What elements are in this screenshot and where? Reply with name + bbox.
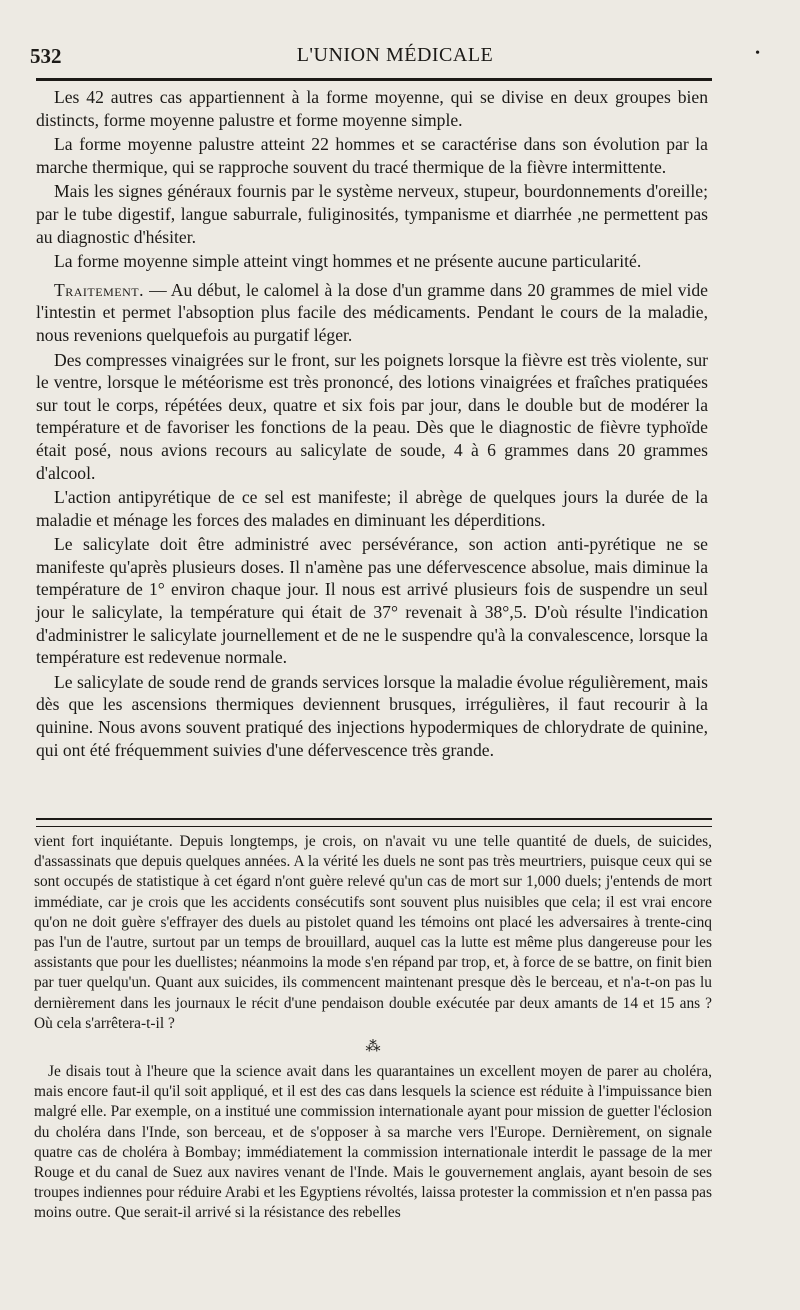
paragraph: La forme moyenne palustre atteint 22 hommes et se caractérise dans son évolution par la marche thermique, qui se rapproche souvent du tracé thermique de la fièvre intermittente. [36,134,708,177]
asterism: ⁂ [365,1039,381,1056]
traitement-paragraph [36,279,708,347]
traitement-text: — Au début, le calomel à la dose d'un gramme dans 20 grammes de miel vide l'intestin et permet l'absoption plus facile des médicaments. Pendant le cours de la maladie, nous revenions quelquefois au purgatif léger. [36,279,708,345]
paragraph: Le salicylate doit être administré avec persévérance, son action anti-pyrétique ne se manifeste qu'après plusieurs doses. Il n'amène pas une défervescence absolue, mais diminue la température de 1° environ chaque jour. Il nous est arrivé plusieurs fois de suspendre un seul jour le salicylate, la température qui était de 37° revenait à 38°,5. D'où résulte l'indication d'administrer le salicylate journellement et de ne le suspendre qu'à la convalescence, lorsque la température est redevenue normale. [36,534,708,668]
paragraph: Des compresses vinaigrées sur le front, sur les poignets lorsque la fièvre est très violente, sur le ventre, lorsque le météorisme est très prononcé, des lotions vinaigrées et fraîches pratiquées sur tout le corps, répétées deux, quatre et six fois par jour, dans le double but de modérer la température et de favoriser les fonctions de la peau. Dès que le diagnostic de fièvre typhoïde était posé, nous avions recours au salicylate de soude, 4 à 6 grammes dans 20 grammes d'alcool. [36,349,708,483]
paragraph: Les 42 autres cas appartiennent à la forme moyenne, qui se divise en deux groupes bien distincts, forme moyenne palustre et forme moyenne simple. [36,87,708,130]
header-dot-mark: • [755,46,760,61]
main-article [36,86,708,763]
paragraph: Le salicylate de soude rend de grands services lorsque la maladie évolue régulièrement, mais dès que les ascensions thermiques deviennent brusques, irrégulières, il faut recourir à la quinine. Nous avons souvent pratiqué des injections hypodermiques de chlorydrate de quinine, qui ont été fréquemment suivies d'une défervescence très grande. [36,671,708,760]
running-title: L'UNION MÉDICALE [296,44,494,66]
paragraph: Mais les signes généraux fournis par le système nerveux, stupeur, bourdonnements d'oreille; par le tube digestif, langue saburrale, fuliginosités, tympanisme et diarrhée ,ne permettent pas au diagnostic d'hésiter. [36,181,708,247]
feuilleton-divider [36,818,712,827]
paragraph: L'action antipyrétique de ce sel est manifeste; il abrège de quelques jours la durée de la maladie et ménage les forces des malades en diminuant les déperditions. [36,487,708,530]
paragraph: La forme moyenne simple atteint vingt hommes et ne présente aucune particularité. [54,251,642,272]
page-number: 532 [30,44,62,68]
feuilleton-paragraph: Je disais tout à l'heure que la science avait dans les quarantaines un excellent moyen de parer au choléra, mais encore faut-il qu'il soit appliqué, et il est des cas dans lesquels la science est réduite à l'impuissance bien malgré elle. Par exemple, on a institué une commission internationale ayant pour mission de guetter l'éclosion du choléra dans l'Inde, son berceau, et de s'opposer à sa marche vers l'Europe. Dernièrement, on signale quatre cas de choléra à Bombay; immédiatement la commission internationale interdit le passage de la mer Rouge et du canal de Suez aux navires venant de l'Inde. Mais le gouvernement anglais, ayant besoin de ses troupes indiennes pour réduire Arabi et les Egyptiens révoltés, laissa protester la commission et n'en passa pas moins outre. Que serait-il arrivé si la résistance des rebelles [34,1063,712,1222]
header-rule [36,78,712,81]
page-header [30,44,760,74]
traitement-heading: Traitement. [54,279,144,300]
feuilleton-paragraph: vient fort inquiétante. Depuis longtemps, je crois, on n'avait vu une telle quantité de duels, de suicides, d'assassinats que depuis quelques années. A la vérité les duels ne sont pas très meurtriers, puisque ceux qui se sont occupés de statistique à cet égard n'ont guère relevé qu'un cas de mort sur 1,000 duels; j'entends de mort immédiate, car je crois que les accidents consécutifs sont souvent plus nuisibles que cela; il est vrai encore qu'on ne doit guère s'effrayer des duels au pistolet quand les témoins ont placé les adversaires à trente-cinq pas l'un de l'autre, surtout par un temps de brouillard, auquel cas la lutte est même plus dangereuse pour les assistants que pour les duellistes; néanmoins la mode s'en répand par trop, et, à force de se battre, on finit bien par tuer quelqu'un. Quant aux suicides, ils commencent maintenant presque dès le berceau, et n'a-t-on pas lu dernièrement dans les journaux le récit d'une pendaison double exécutée par deux amants de 14 et 15 ans ? Où cela s'arrêtera-t-il ? [34,833,712,1032]
feuilleton-section [34,832,712,1224]
